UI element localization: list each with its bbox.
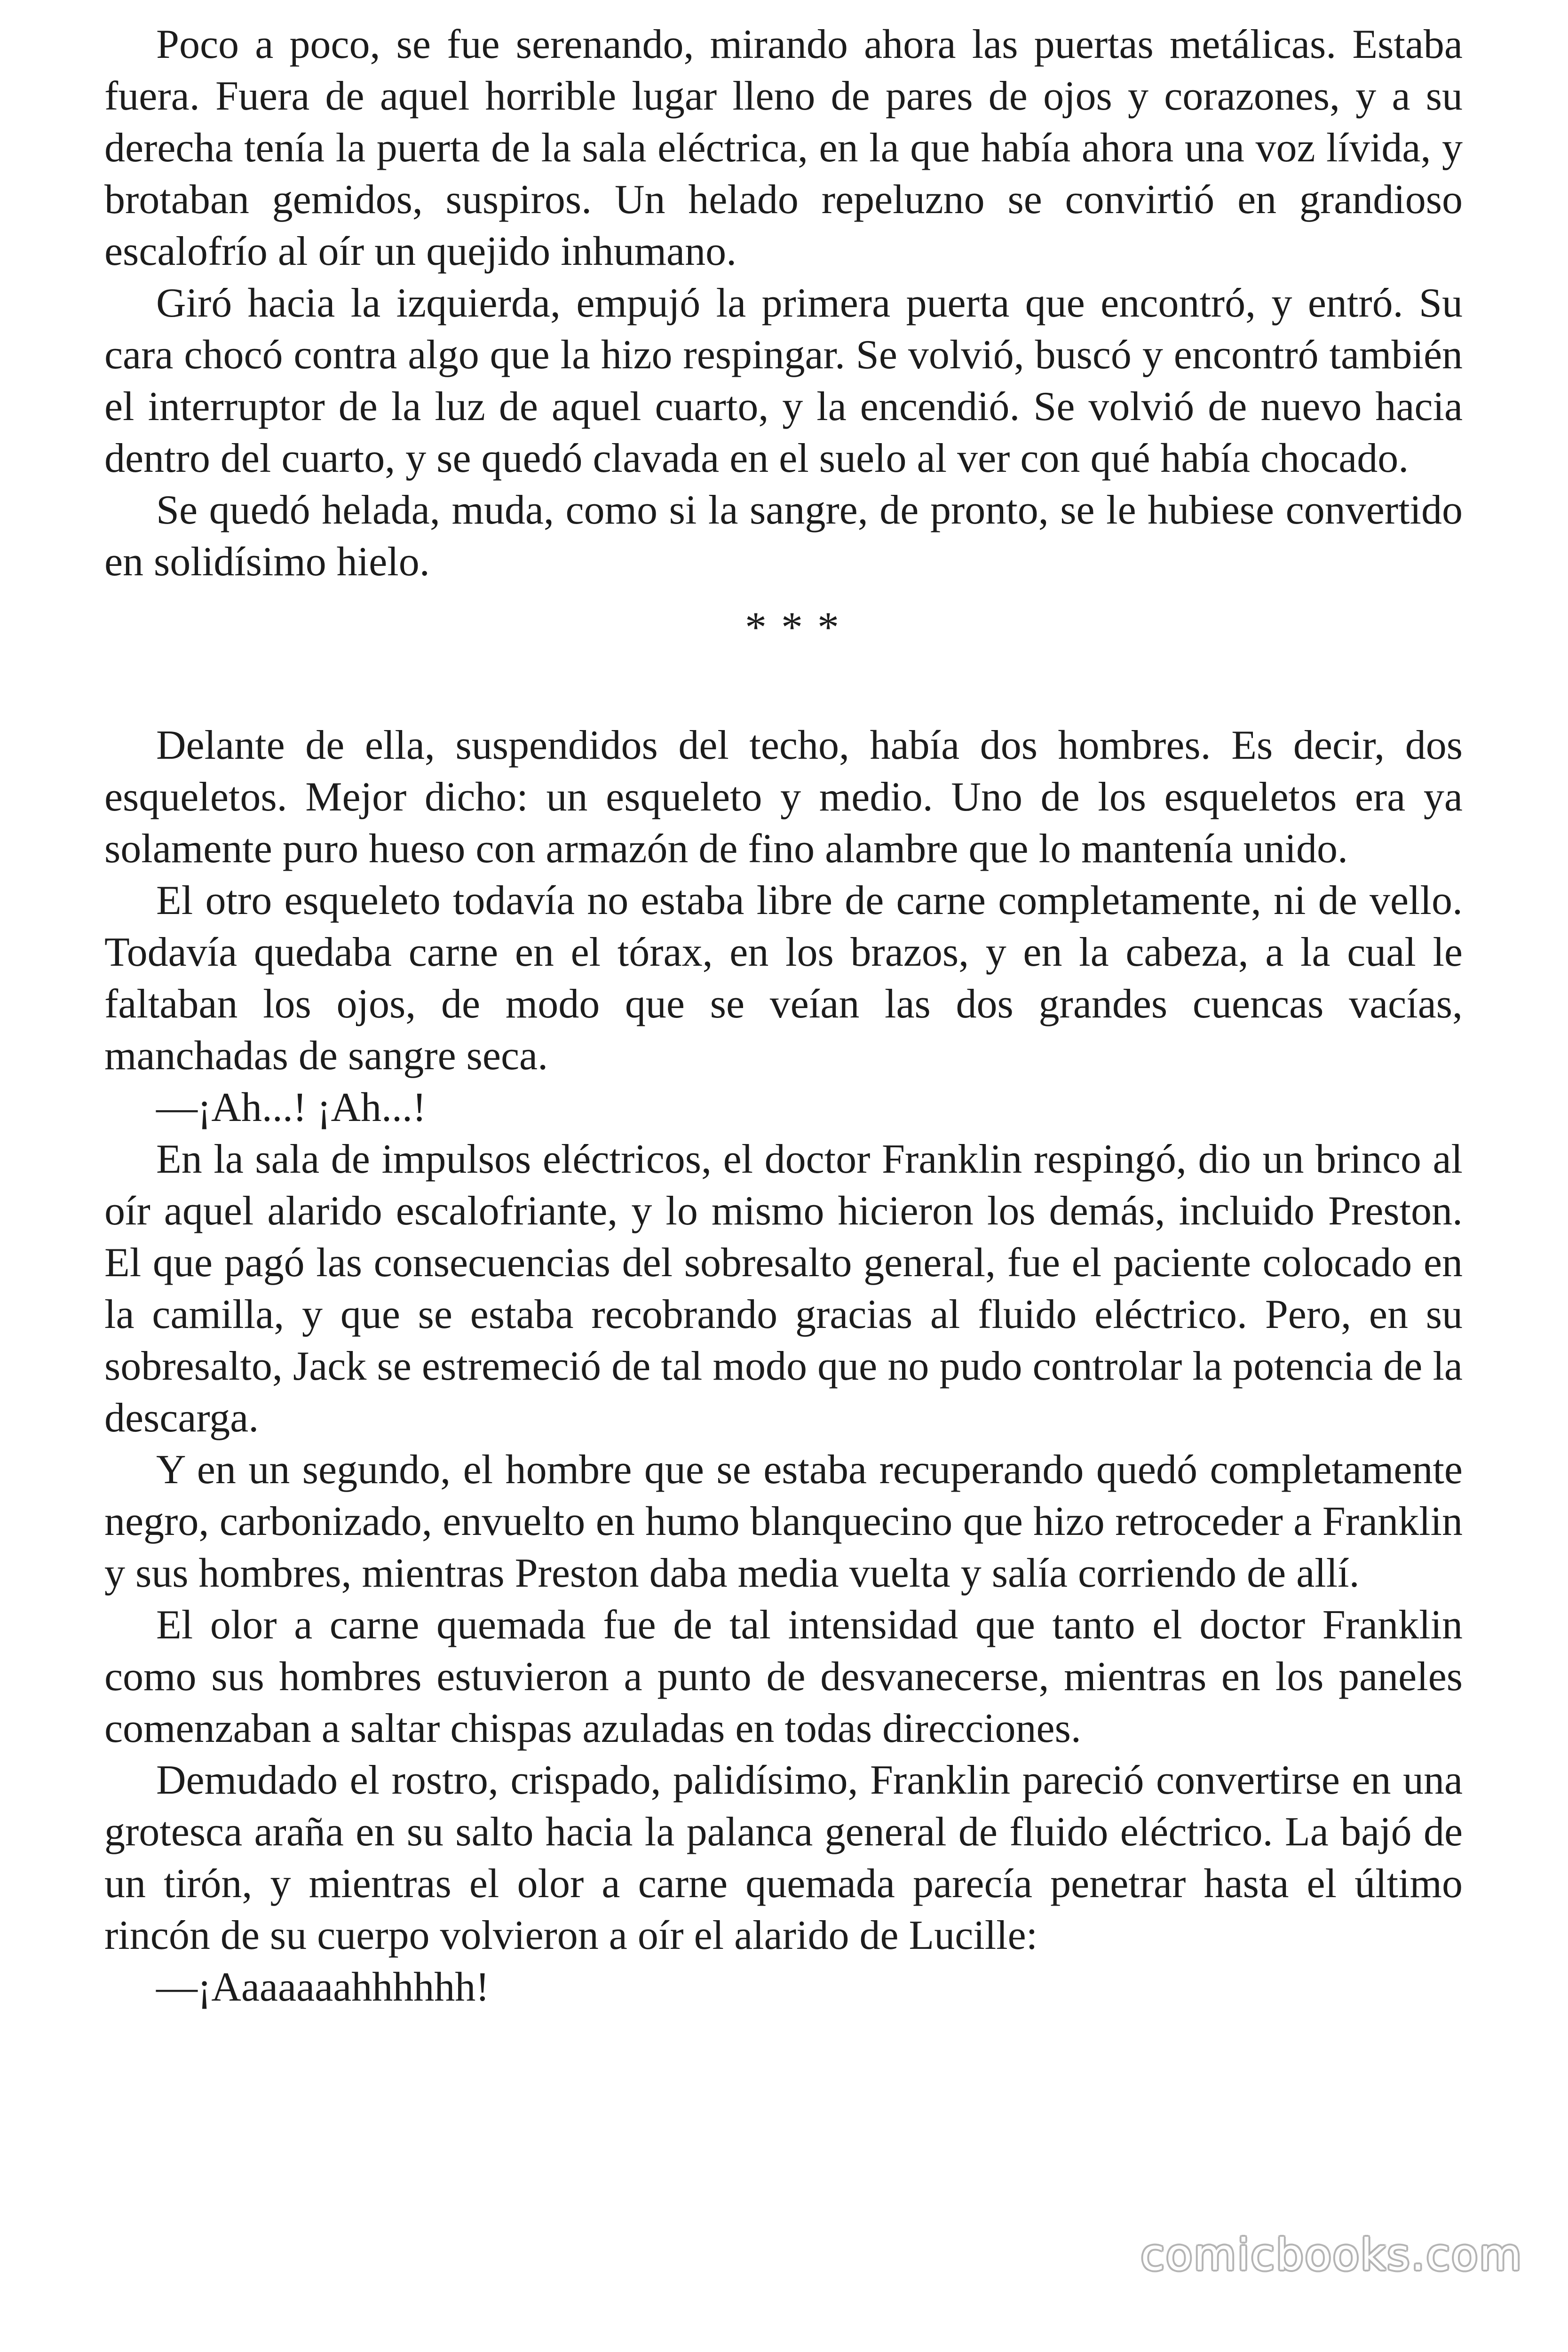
paragraph: En la sala de impulsos eléctricos, el doctor Franklin respingó, dio un brinco al oír aquel alarido escalofriante, y lo mismo hicieron los demás, incluido Preston. El que pagó las consecuencias del sobresalto general, fue el paciente colocado en la camilla, y que se estaba recobrando gracias al fluido eléctrico. Pero, en su sobresalto, Jack se estremeció de tal modo que no pudo controlar la potencia de la descarga. (104, 1136, 1463, 1441)
paragraph: Poco a poco, se fue serenando, mirando ahora las puertas metálicas. Estaba fuera. Fuera de aquel horrible lugar lleno de pares de ojos y corazones, y a su derecha tenía la puerta de la sala eléctrica, en la que había ahora una voz lívida, y brotaban gemidos, suspiros. Un helado repeluzno se convirtió en grandioso escalofrío al oír un quejido inhumano. (104, 22, 1463, 274)
paragraph: Se quedó helada, muda, como si la sangre, de pronto, se le hubiese convertido en solidísimo hielo. (104, 487, 1463, 585)
dialogue-line: —¡Aaaaaaahhhhhh! (156, 1964, 490, 2010)
paragraph: Demudado el rostro, crispado, palidísimo, Franklin pareció convertirse en una grotesca araña en su salto hacia la palanca general de fluido eléctrico. La bajó de un tirón, y mientras el olor a carne quemada parecía penetrar hasta el último rincón de su cuerpo volvieron a oír el alarido de Lucille: (104, 1757, 1463, 1958)
paragraph: Delante de ella, suspendidos del techo, había dos hombres. Es decir, dos esqueletos. Mejor dicho: un esqueleto y medio. Uno de los esqueletos era ya solamente puro hueso con armazón de fino alambre que lo mantenía unido. (104, 723, 1463, 872)
paragraph: El otro esqueleto todavía no estaba libre de carne completamente, ni de vello. Todavía quedaba carne en el tórax, en los brazos, y en la cabeza, a la cual le faltaban los ojos, de modo que se veían las dos grandes cuencas vacías, manchadas de sangre seca. (104, 878, 1463, 1079)
paragraph: El olor a carne quemada fue de tal intensidad que tanto el doctor Franklin como sus hombres estuvieron a punto de desvanecerse, mientras en los paneles comenzaban a saltar chispas azuladas en todas direcciones. (104, 1602, 1463, 1751)
dialogue-line: —¡Ah...! ¡Ah...! (156, 1085, 427, 1130)
page-text (104, 19, 1463, 2013)
section-separator: * * * (745, 603, 841, 651)
watermark-logo: comicbooks.com (1140, 2230, 1523, 2280)
paragraph: Y en un segundo, el hombre que se estaba recuperando quedó completamente negro, carbonizado, envuelto en humo blanquecino que hizo retroceder a Franklin y sus hombres, mientras Preston daba media vuelta y salía corriendo de allí. (104, 1447, 1463, 1596)
paragraph: Giró hacia la izquierda, empujó la primera puerta que encontró, y entró. Su cara chocó contra algo que la hizo respingar. Se volvió, buscó y encontró también el interruptor de la luz de aquel cuarto, y la encendió. Se volvió de nuevo hacia dentro del cuarto, y se quedó clavada en el suelo al ver con qué había chocado. (104, 280, 1463, 481)
